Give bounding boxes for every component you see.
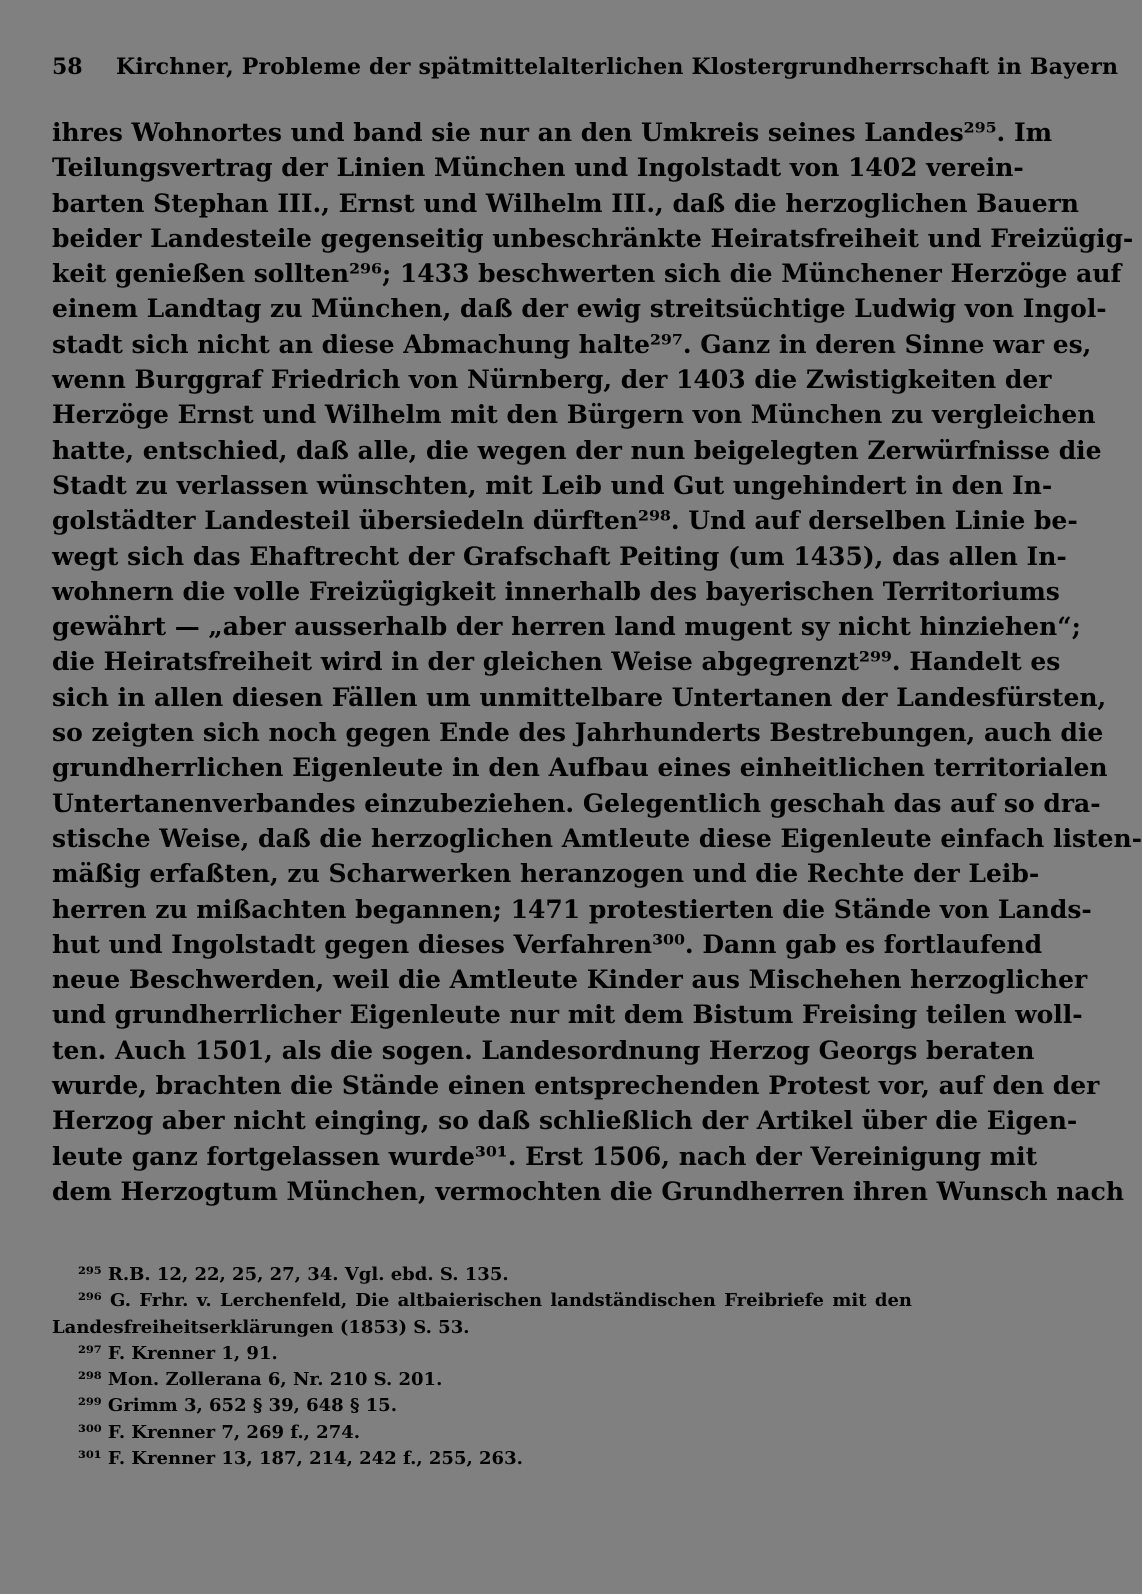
running-title: Kirchner, Probleme der spätmittelalterlichen Klostergrundherrschaft in Bayern — [116, 54, 1119, 80]
body-line: mäßig erfaßten, zu Scharwerken heranzogen und die Rechte der Leib- — [52, 859, 1040, 889]
body-line: einem Landtag zu München, daß der ewig streitsüchtige Ludwig von Ingol- — [52, 294, 1107, 324]
page-number: 58 — [52, 54, 83, 80]
body-line: stadt sich nicht an diese Abmachung halte²⁹⁷. Ganz in deren Sinne war es, — [52, 329, 1092, 359]
footnote-298: ²⁹⁸ Mon. Zollerana 6, Nr. 210 S. 201. — [78, 1369, 443, 1391]
footnote-300: ³⁰⁰ F. Krenner 7, 269 f., 274. — [78, 1421, 361, 1443]
footnote-301: ³⁰¹ F. Krenner 13, 187, 214, 242 f., 255, 263. — [78, 1448, 523, 1470]
body-line: wenn Burggraf Friedrich von Nürnberg, der 1403 die Zwistigkeiten der — [52, 365, 1052, 395]
body-line: stische Weise, daß die herzoglichen Amtleute diese Eigenleute einfach listen- — [52, 823, 1142, 853]
body-line: barten Stephan III., Ernst und Wilhelm III., daß die herzoglichen Bauern — [52, 188, 1079, 218]
body-line: ihres Wohnortes und band sie nur an den Umkreis seines Landes²⁹⁵. Im — [52, 118, 1053, 147]
body-line: wegt sich das Ehaftrecht der Grafschaft Peiting (um 1435), das allen In- — [52, 541, 1067, 571]
body-line: leute ganz fortgelassen wurde³⁰¹. Erst 1506, nach der Vereinigung mit — [52, 1141, 1038, 1171]
body-line: so zeigten sich noch gegen Ende des Jahrhunderts Bestrebungen, auch die — [52, 718, 1104, 748]
footnote-297: ²⁹⁷ F. Krenner 1, 91. — [78, 1342, 278, 1364]
footnote-295: ²⁹⁵ R.B. 12, 22, 25, 27, 34. Vgl. ebd. S. 135. — [78, 1264, 509, 1285]
body-line: dem Herzogtum München, vermochten die Grundherren ihren Wunsch nach — [52, 1176, 1124, 1206]
body-line: die Heiratsfreiheit wird in der gleichen Weise abgegrenzt²⁹⁹. Handelt es — [52, 647, 1061, 677]
body-line: Untertanenverbandes einzubeziehen. Gelegentlich geschah das auf so dra- — [52, 788, 1101, 818]
footnote-296-continued: Landesfreiheitserklärungen (1853) S. 53. — [52, 1316, 470, 1338]
footnote-299: ²⁹⁹ Grimm 3, 652 § 39, 648 § 15. — [78, 1395, 397, 1417]
body-line: Herzog aber nicht einging, so daß schließlich der Artikel über die Eigen- — [52, 1106, 1078, 1136]
body-line: Teilungsvertrag der Linien München und Ingolstadt von 1402 verein- — [52, 153, 1024, 183]
body-line: hatte, entschied, daß alle, die wegen der nun beigelegten Zerwürfnisse die — [52, 435, 1102, 465]
footnotes — [52, 1262, 912, 1472]
body-line: wurde, brachten die Stände einen entsprechenden Protest vor, auf den der — [52, 1071, 1100, 1101]
body-line: Herzöge Ernst und Wilhelm mit den Bürgern von München zu vergleichen — [52, 400, 1096, 430]
body-line: hut und Ingolstadt gegen dieses Verfahren³⁰⁰. Dann gab es fortlaufend — [52, 929, 1043, 959]
body-text — [52, 115, 1142, 1209]
body-line: beider Landesteile gegenseitig unbeschränkte Heiratsfreiheit und Freizügig- — [52, 223, 1134, 253]
body-line: grundherrlichen Eigenleute in den Aufbau eines einheitlichen territorialen — [52, 753, 1108, 783]
body-line: golstädter Landesteil übersiedeln dürften²⁹⁸. Und auf derselben Linie be- — [52, 506, 1078, 536]
body-line: neue Beschwerden, weil die Amtleute Kinder aus Mischehen herzoglicher — [52, 965, 1088, 995]
body-line: und grundherrlicher Eigenleute nur mit dem Bistum Freising teilen woll- — [52, 1000, 1083, 1030]
body-line: herren zu mißachten begannen; 1471 protestierten die Stände von Lands- — [52, 894, 1092, 924]
body-line: wohnern die volle Freizügigkeit innerhalb des bayerischen Territoriums — [52, 576, 1060, 606]
footnote-296: ²⁹⁶ G. Frhr. v. Lerchenfeld, Die altbaierischen landständischen Freibriefe mit den — [78, 1290, 912, 1312]
body-line: ten. Auch 1501, als die sogen. Landesordnung Herzog Georgs beraten — [52, 1035, 1035, 1065]
body-line: Stadt zu verlassen wünschten, mit Leib und Gut ungehindert in den In- — [52, 470, 1053, 500]
body-line: gewährt — „aber ausserhalb der herren land mugent sy nicht hinziehen“; — [52, 612, 1081, 642]
body-line: sich in allen diesen Fällen um unmittelbare Untertanen der Landesfürsten, — [52, 682, 1107, 712]
body-line: keit genießen sollten²⁹⁶; 1433 beschwerten sich die Münchener Herzöge auf — [52, 259, 1122, 289]
page-header — [52, 52, 1119, 86]
